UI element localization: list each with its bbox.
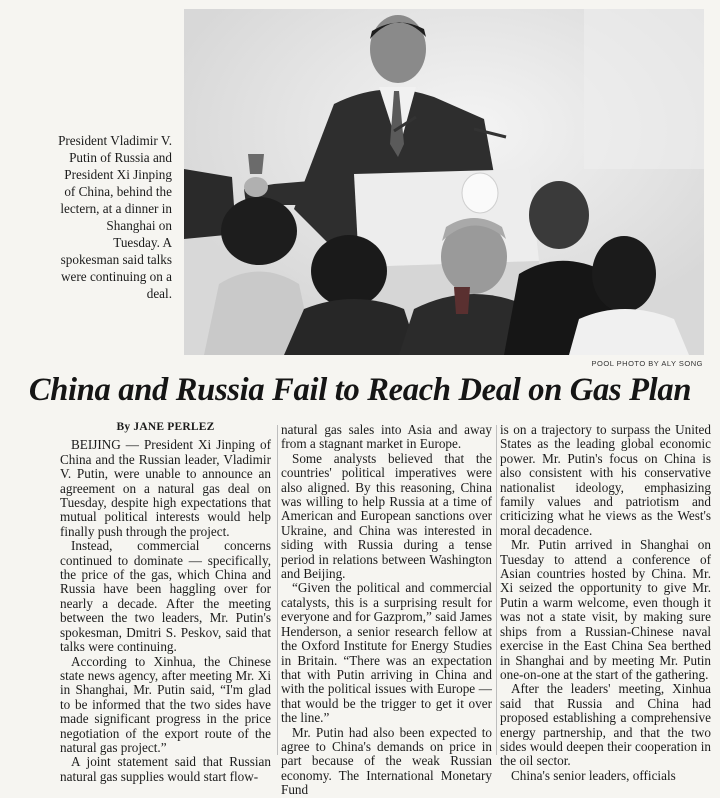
column-divider bbox=[496, 425, 497, 755]
paragraph: natural gas sales into Asia and away from a stagnant market in Europe. bbox=[281, 422, 492, 452]
paragraph: A joint statement said that Russian natural gas supplies would start flow- bbox=[60, 754, 271, 784]
article-column-3 bbox=[500, 423, 711, 783]
column-divider bbox=[277, 425, 278, 755]
paragraph: BEIJING — President Xi Jinping of China and the Russian leader, Vladimir V. Putin, were unable to announce an agreement on a natural gas deal on Tuesday, despite high expectations that mutual political interests would help finally push through the project. bbox=[60, 437, 271, 539]
photo-credit: POOL PHOTO BY ALY SONG bbox=[591, 359, 703, 368]
article-column-1 bbox=[60, 420, 271, 784]
paragraph: According to Xinhua, the Chinese state news agency, after meeting Mr. Xi in Shanghai, Mr. Putin said, “I'm glad to be informed that the two sides have made significant progress in the price negotiation of the export route of the natural gas project.” bbox=[60, 653, 271, 755]
article-headline: China and Russia Fail to Reach Deal on Gas Plan bbox=[28, 372, 692, 408]
paragraph: Instead, commercial concerns continued to dominate — specifically, the price of the gas, which China and Russia have been haggling over for nearly a decade. After the meeting between the two leaders, Mr. Putin's spokesman, Dmitri S. Peskov, said that talks were continuing. bbox=[60, 538, 271, 655]
paragraph: Some analysts believed that the countries' political imperatives were also aligned. By this reasoning, China was willing to help Russia at a time of American and European sanctions over Ukraine, and China was interested in siding with Russia during a tense period in relations between Washington and Beijing. bbox=[281, 450, 492, 582]
paragraph: After the leaders' meeting, Xinhua said that Russia and China had proposed establishing a comprehensive energy partnership, and that the two sides would deepen their cooperation in the oil sector. bbox=[500, 681, 711, 769]
photo-caption: President Vladimir V. Putin of Russia and President Xi Jinping of China, behind the lectern, at a dinner in Shanghai on Tuesday. A spokesman said talks were continuing on a deal. bbox=[58, 133, 172, 301]
article-column-2 bbox=[281, 423, 492, 798]
paragraph: is on a trajectory to surpass the United States as the leading global economic power. Mr. Putin's focus on China is also consistent with his conservative nationalist ideology, emphasizing family values and patriotism and criticizing what he views as the West's moral decadence. bbox=[500, 422, 711, 538]
paragraph: China's senior leaders, officials bbox=[511, 767, 676, 783]
news-photo bbox=[184, 9, 704, 355]
paragraph: Mr. Putin had also been expected to agree to China's demands on price in part because of the weak Russian economy. The International Monetary Fund bbox=[281, 724, 492, 798]
paragraph: “Given the political and commercial catalysts, this is a surprising result for everyone and for Gazprom,” said James Henderson, a senior research fellow at the Oxford Institute for Energy Studies in Britain. “There was an expectation that with Putin arriving in China and with the political issues with Europe — that would be the trigger to get it over the line.” bbox=[281, 580, 492, 726]
byline: By JANE PERLEZ bbox=[116, 421, 215, 433]
photo-illustration bbox=[184, 9, 704, 355]
paragraph: Mr. Putin arrived in Shanghai on Tuesday to attend a conference of Asian countries hosted by China. Mr. Xi seized the opportunity to give Mr. Putin a warm welcome, even though it was not a state visit, by making sure ships from a Russian-Chinese naval exercise in the East China Sea berthed in Shanghai and by meeting Mr. Putin one-on-one at the start of the gathering. bbox=[500, 537, 711, 682]
